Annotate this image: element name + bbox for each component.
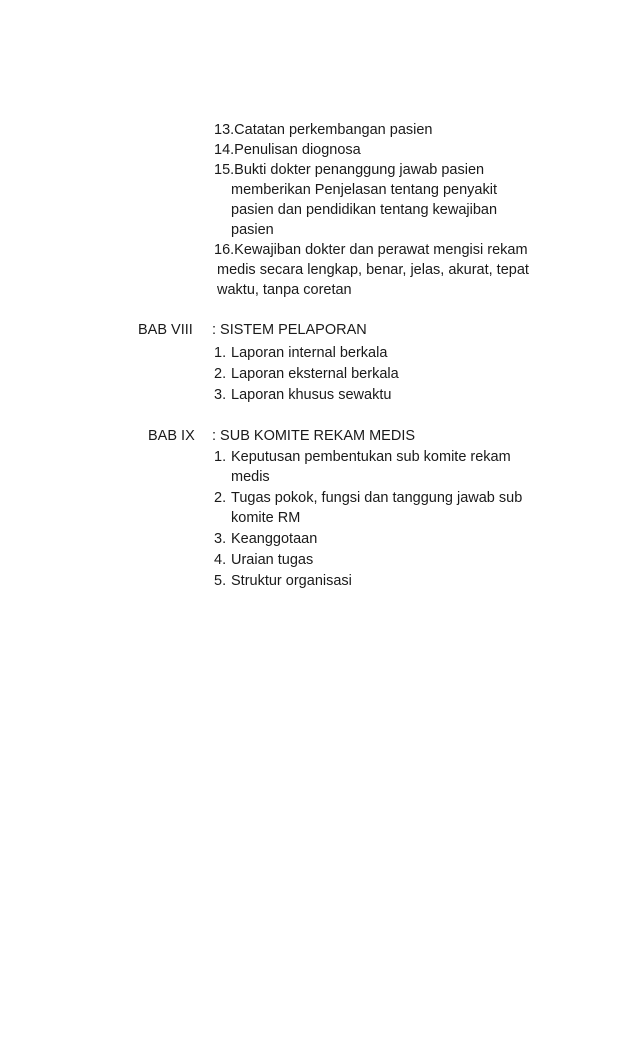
list-number: 1.: [214, 449, 227, 465]
list-item: [214, 364, 399, 384]
list-item: [214, 488, 522, 508]
list-text-continuation: pasien: [231, 222, 274, 238]
list-text: Laporan internal berkala: [231, 345, 388, 361]
list-item-14: [214, 140, 361, 160]
list-item: [214, 343, 387, 363]
list-number: 13.: [214, 122, 235, 138]
list-text-continuation: pasien dan pendidikan tentang kewajiban: [231, 202, 498, 218]
list-text: Bukti dokter penanggung jawab pasien: [234, 162, 485, 178]
list-text: Laporan khusus sewaktu: [231, 387, 392, 403]
list-item: [214, 550, 313, 570]
list-text: Keanggotaan: [231, 531, 318, 547]
list-text: Uraian tugas: [231, 552, 314, 568]
list-text-continuation: medis secara lengkap, benar, jelas, akurat, tepat: [217, 262, 529, 278]
list-item: [214, 447, 511, 467]
list-text: Penulisan diognosa: [234, 142, 361, 158]
list-text: Struktur organisasi: [231, 573, 352, 589]
list-text-continuation: komite RM: [231, 510, 301, 526]
list-number: 5.: [214, 573, 227, 589]
list-text-continuation: waktu, tanpa coretan: [217, 282, 352, 298]
chapter-title-bab-ix: : SUB KOMITE REKAM MEDIS: [212, 428, 416, 444]
list-text: Laporan eksternal berkala: [231, 366, 399, 382]
list-item-13: [214, 120, 432, 140]
list-number: 16.: [214, 242, 235, 258]
list-text: Tugas pokok, fungsi dan tanggung jawab sub: [231, 490, 523, 506]
list-number: 15.: [214, 162, 235, 178]
list-number: 2.: [214, 366, 227, 382]
list-number: 3.: [214, 531, 227, 547]
list-item: [214, 571, 352, 591]
list-number: 3.: [214, 387, 227, 403]
list-number: 2.: [214, 490, 227, 506]
list-number: 4.: [214, 552, 227, 568]
list-item-16: [214, 240, 528, 260]
list-text-continuation: memberikan Penjelasan tentang penyakit: [231, 182, 497, 198]
list-text-continuation: medis: [231, 469, 270, 485]
list-text: Keputusan pembentukan sub komite rekam: [231, 449, 511, 465]
chapter-label-bab-viii: BAB VIII: [138, 322, 193, 338]
list-text: Kewajiban dokter dan perawat mengisi rekam: [234, 242, 528, 258]
chapter-title-bab-viii: : SISTEM PELAPORAN: [212, 322, 367, 338]
list-number: 14.: [214, 142, 235, 158]
list-text: Catatan perkembangan pasien: [234, 122, 433, 138]
list-item-15: [214, 160, 484, 180]
list-item: [214, 385, 391, 405]
list-number: 1.: [214, 345, 227, 361]
chapter-label-bab-ix: BAB IX: [148, 428, 195, 444]
list-item: [214, 529, 317, 549]
